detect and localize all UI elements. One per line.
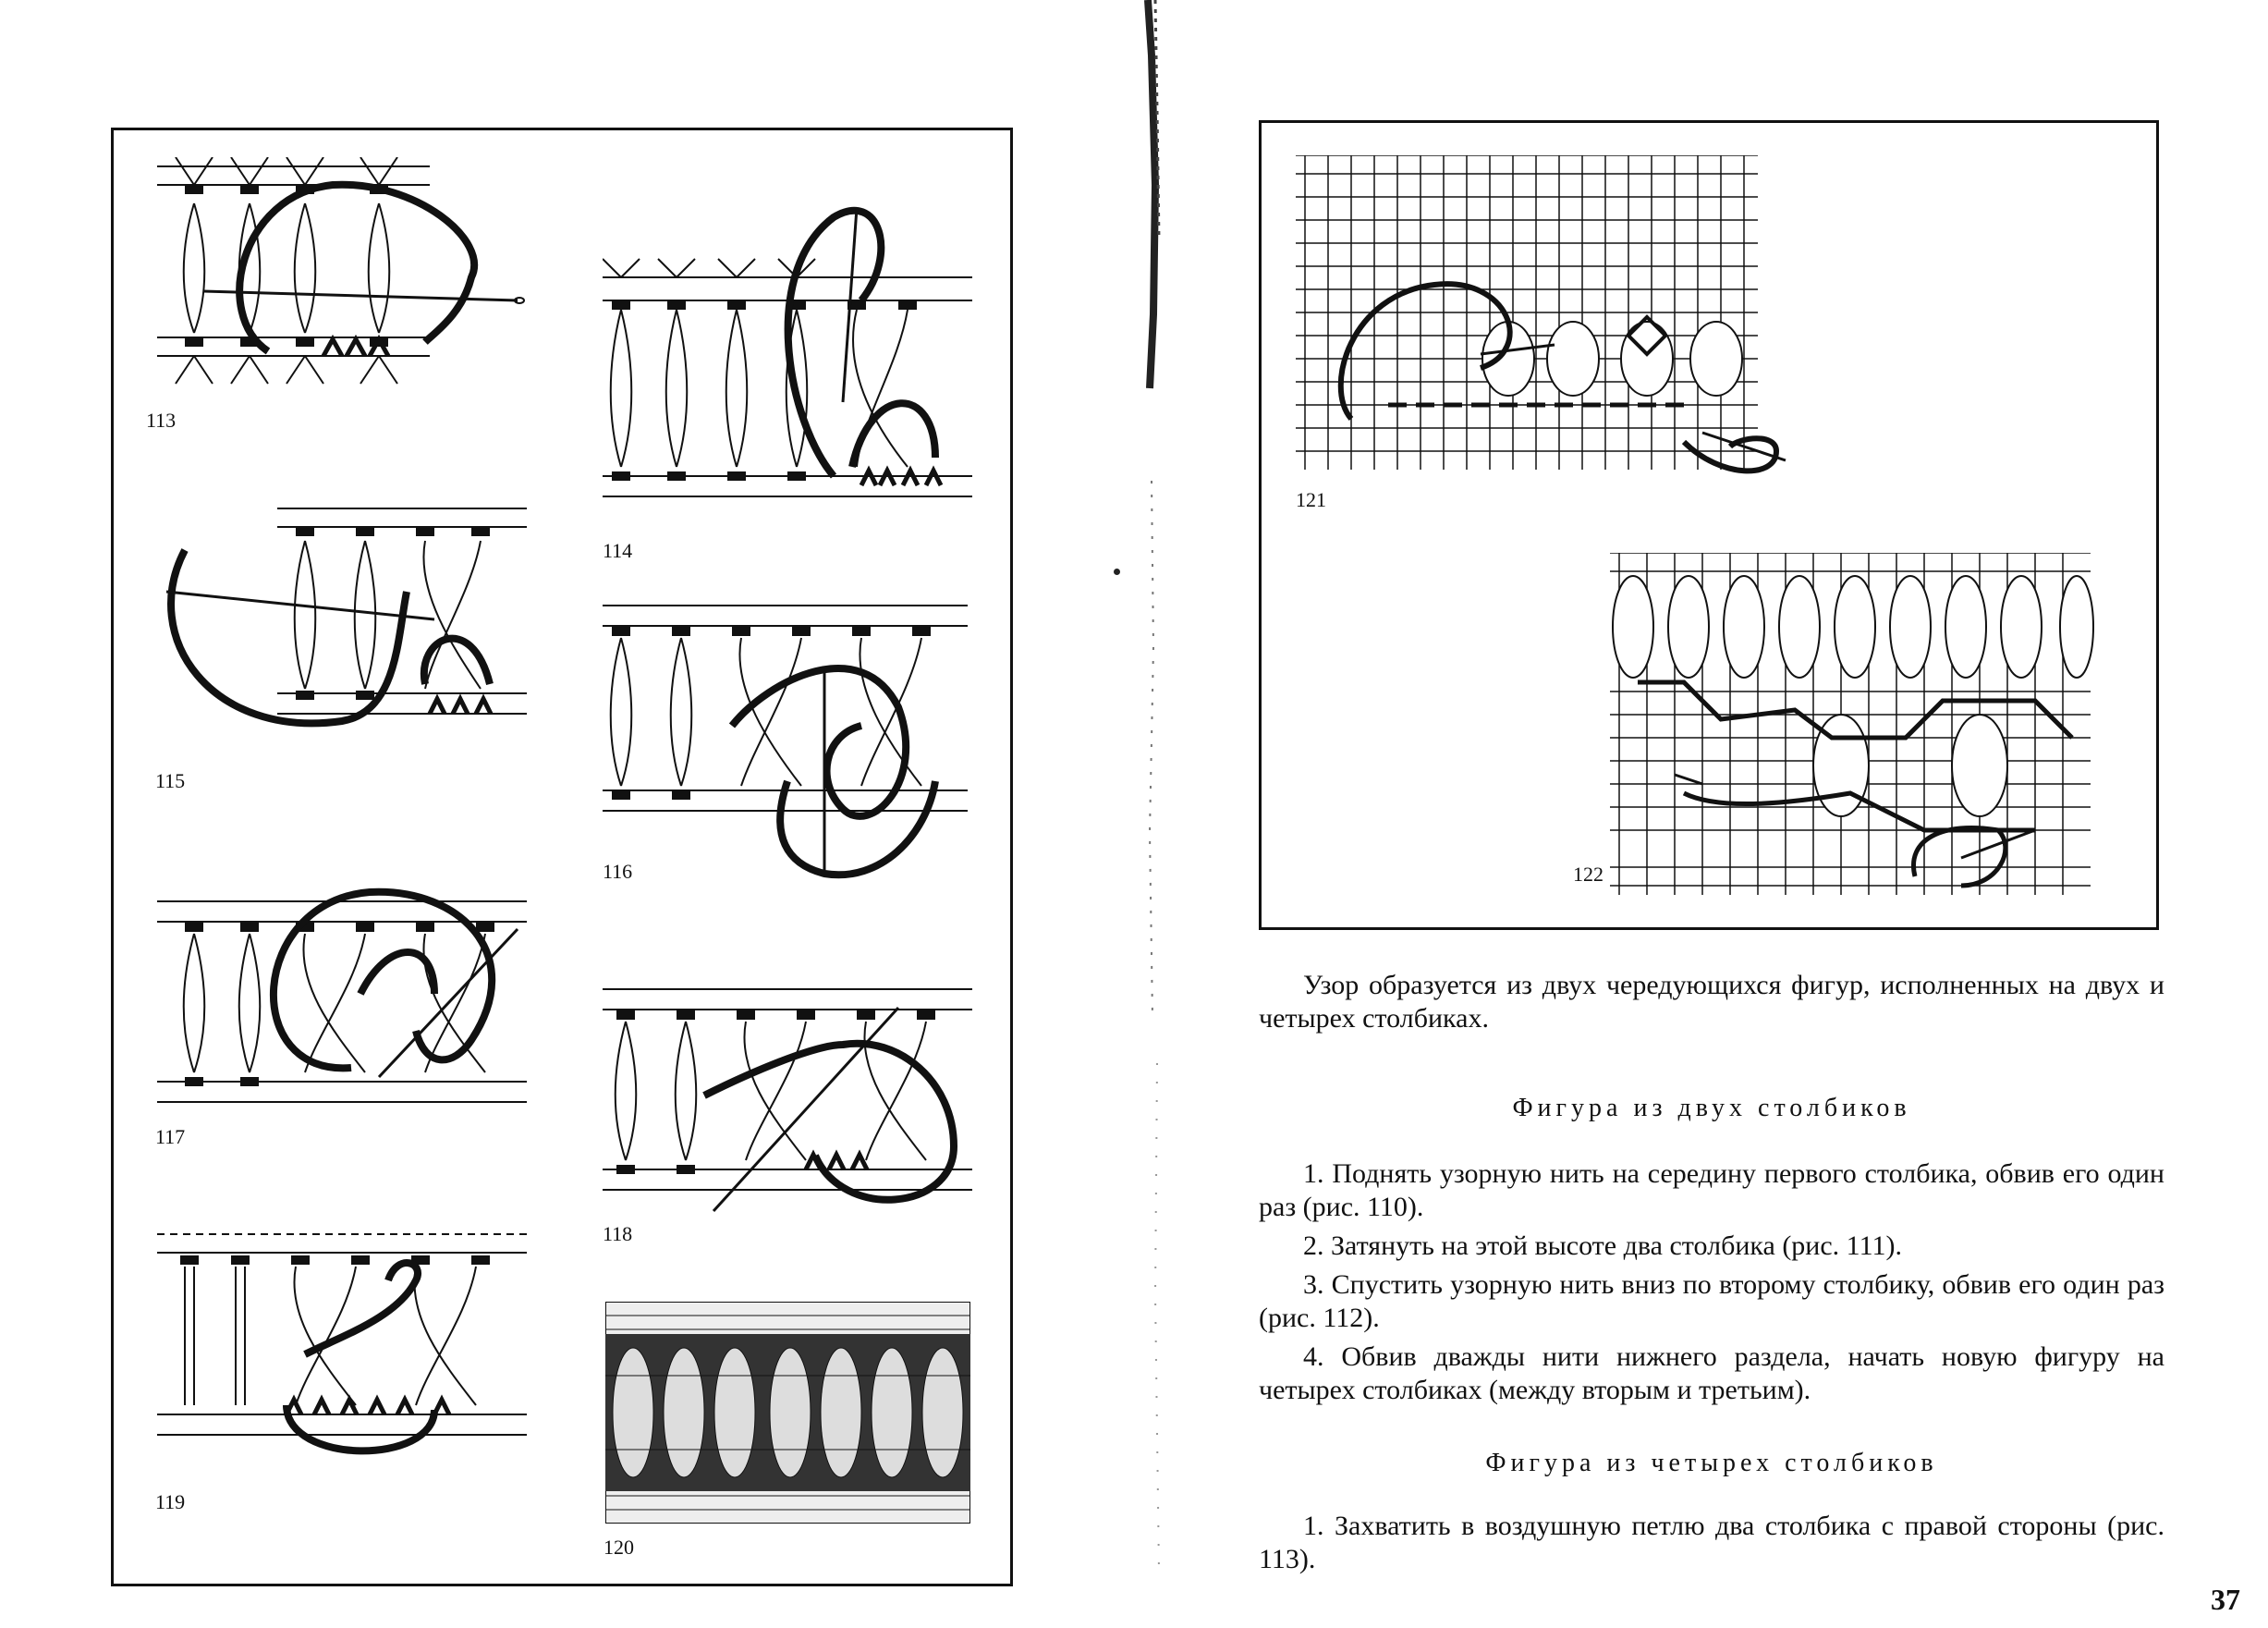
- section-four-columns-steps: [1259, 1510, 2164, 1582]
- figure-label-114: 114: [603, 539, 633, 562]
- step-1: 1. Поднять узорную нить на середину первого столбика, обвив его один раз (рис. 110).: [1259, 1158, 2164, 1222]
- figure-121: [1296, 155, 1813, 511]
- book-gutter: [1139, 0, 1176, 1623]
- figure-label-122: 122: [1573, 863, 1603, 886]
- figure-119: [155, 1225, 536, 1513]
- intro-text: [1259, 969, 2164, 1035]
- step-3: 3. Спустить узорную нить вниз по второму столбику, обвив его один раз (рис. 112).: [1259, 1269, 2164, 1333]
- step-1: 1. Захватить в воздушную петлю два столбика с правой стороны (рис. 113).: [1259, 1511, 2164, 1574]
- figure-118: [603, 971, 977, 1245]
- figure-label-120: 120: [604, 1536, 634, 1559]
- page-number: 37: [2211, 1583, 2240, 1616]
- figure-label-115: 115: [155, 769, 186, 792]
- section-heading-four-columns: Фигура из четырех столбиков: [1485, 1449, 1938, 1477]
- figure-120: [604, 1302, 970, 1559]
- figure-114: [603, 199, 972, 562]
- figure-116: [603, 596, 972, 883]
- figure-label-116: 116: [603, 860, 633, 883]
- figure-label-121: 121: [1296, 488, 1326, 511]
- right-page: [1176, 0, 2268, 1623]
- figure-label-117: 117: [155, 1125, 186, 1148]
- step-2: 2. Затянуть на этой высоте два столбика (рис. 111).: [1303, 1230, 1902, 1261]
- figure-122: [1573, 553, 2128, 904]
- figure-label-118: 118: [603, 1222, 633, 1245]
- section-two-columns-steps: [1259, 1157, 2164, 1413]
- figure-label-119: 119: [155, 1490, 186, 1513]
- intro-paragraph: Узор образуется из двух чередующихся фигур, исполненных на двух и четырех столбиках.: [1259, 970, 2164, 1034]
- step-4: 4. Обвив дважды нити нижнего раздела, начать новую фигуру на четырех столбиках (между вторым и третьим).: [1259, 1341, 2164, 1405]
- figure-113: [146, 157, 545, 432]
- section-heading-two-columns: Фигура из двух столбиков: [1512, 1094, 1911, 1122]
- figure-117: [155, 883, 536, 1148]
- figure-115: [155, 499, 536, 792]
- figure-label-113: 113: [146, 409, 177, 432]
